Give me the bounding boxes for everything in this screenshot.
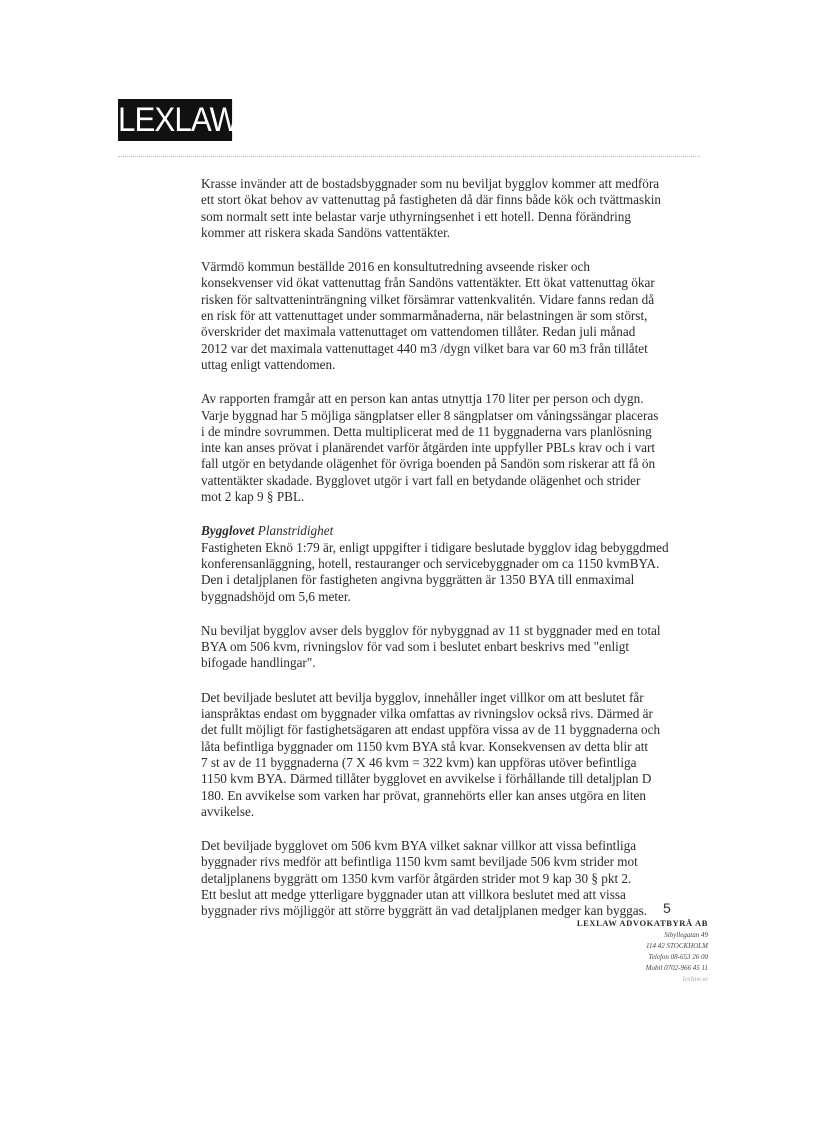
text-line: 2012 var det maximala vattenuttaget 440 m3 /dygn vilket bara var 60 m3 från tillåtet: [201, 340, 648, 356]
text-line: överskrider det maximala vattenuttaget om vattendomen tillåter. Redan juli månad: [201, 324, 636, 340]
text-line: det fullt möjligt för fastighetsägaren att endast uppföra vissa av de 11 byggnaderna och: [201, 722, 661, 738]
footer-firm-name: LEXLAW ADVOKATBYRÅ AB: [576, 918, 708, 928]
text-line: Det beviljade bygglovet om 506 kvm BYA vilket saknar villkor att vissa befintliga: [201, 838, 637, 854]
text-line: byggnader rivs medför att befintliga 1150 kvm samt beviljade 506 kvm strider mot: [201, 854, 638, 870]
text-line: BYA. Den i detaljplanen för fastigheten angivna byggrätten är 1350 BYA till en: [201, 555, 660, 588]
letter-body: [201, 176, 671, 938]
text-line: Av rapporten framgår att en person kan antas utnyttja 170 liter per person och dygn.: [201, 391, 644, 407]
text-line: konsekvenser vid ökat vattenuttag från Sandöns vattentäkter. Ett ökat vattenuttag ökar: [201, 275, 655, 291]
paragraph: [201, 623, 671, 672]
text-line: Det beviljade beslutet att bevilja bygglov, innehåller inget villkor om att beslutet får: [201, 689, 644, 705]
text-line: byggnader rivs möjliggör att större byggrätt än vad detaljplanen medger kan byggas.: [201, 903, 648, 919]
footer-line: Mobil 0702-966 45 11: [645, 964, 708, 972]
text-line: ianspråktas endast om byggnader vilka omfattas av rivningslov också rivs. Därmed är: [201, 706, 653, 722]
text-line: ett stort ökat behov av vattenuttag på fastigheten då där finns både kök och tvättmaskin: [201, 192, 661, 208]
paragraph: [201, 690, 671, 820]
text-line: risken för saltvatteninträngning vilket försämrar vattenkvalitén. Vidare fanns redan då: [201, 291, 655, 307]
section-heading: [201, 523, 671, 539]
text-line: mot 2 kap 9 § PBL.: [201, 489, 305, 505]
text-line: som normalt sett inte belastar varje uthyrningsenhet i ett hotell. Denna förändring: [201, 208, 631, 224]
heading-bold: Bygglovet: [201, 523, 255, 539]
text-line: 1150 kvm BYA. Därmed tillåter bygglovet en avvikelse i förhållande till detaljplan D: [201, 771, 652, 787]
text-line: Värmdö kommun beställde 2016 en konsultutredning avseende risker och: [201, 259, 590, 275]
text-line: en risk för att vattenuttaget under sommarmånaderna, när belastningen är som störst,: [201, 308, 648, 324]
paragraph: [201, 259, 671, 373]
text-line: uttag enligt vattendomen.: [201, 356, 336, 372]
text-line: Nu beviljat bygglov avser dels bygglov för nybyggnad av 11 st byggnader med en total: [201, 622, 661, 638]
text-line: BYA om 506 kvm, rivningslov för vad som i beslutet enbart beskrivs med "enligt: [201, 639, 630, 655]
footer-line: 114 42 STOCKHOLM: [646, 942, 708, 950]
text-line: maximal byggnadshöjd om 5,6 meter.: [201, 572, 635, 604]
text-line: avvikelse.: [201, 803, 255, 819]
text-line: bifogade handlingar".: [201, 655, 316, 671]
footer-line: Telefon 08-653 26 00: [648, 953, 708, 961]
lexlaw-logo: LEXLAW: [118, 101, 239, 139]
text-line: Krasse invänder att de bostadsbyggnader som nu beviljat bygglov kommer att medföra: [201, 176, 660, 191]
text-line: detaljplanens byggrätt om 1350 kvm varför åtgärden strider mot 9 kap 30 § pkt 2.: [201, 870, 632, 886]
text-line: 180. En avvikelse som varken har prövat, grannehörts eller kan anses utgöra en liten: [201, 787, 646, 803]
text-line: kommer att riskera skada Sandöns vattentäkter.: [201, 224, 451, 240]
header-divider: [118, 156, 700, 157]
page-number: 5: [663, 900, 671, 916]
text-line: inte kan anses prövat i planärendet varför åtgärden inte uppfyller PBLs krav och i vart: [201, 440, 656, 456]
text-line: låta befintliga byggnader om 1150 kvm BYA stå kvar. Konsekvensen av detta blir att: [201, 738, 649, 754]
section-planstridighet: [201, 523, 671, 604]
footer-letterhead: [560, 917, 708, 985]
paragraph: [201, 391, 671, 505]
paragraph: [201, 176, 671, 241]
text-line: 7 st av de 11 byggnaderna (7 X 46 kvm = 322 kvm) kan uppföras utöver befintliga: [201, 754, 637, 770]
text-line: med konferensanläggning, hotell, restauranger och servicebyggnader om ca 1150 kvm: [201, 539, 669, 571]
heading-italic: Planstridighet: [257, 523, 334, 539]
text-line: Fastigheten Eknö 1:79 är, enligt uppgifter i tidigare beslutade bygglov idag bebyggd: [201, 539, 646, 555]
footer-line: lexlaw.se: [682, 975, 708, 983]
paragraph: [201, 838, 671, 919]
text-line: Ett beslut att medge ytterligare byggnader utan att villkora beslutet med att vissa: [201, 886, 626, 902]
paragraph: [201, 540, 671, 605]
text-line: i de mindre sovrummen. Detta multiplicerat med de 11 byggnaderna vars planlösning: [201, 423, 652, 439]
text-line: Varje byggnad har 5 möjliga sängplatser eller 8 sängplatser om våningssängar placeras: [201, 407, 659, 423]
footer-line: Sibyllegatan 49: [664, 931, 708, 939]
text-line: vattentäkter skadade. Bygglovet utgör i vart fall en betydande olägenhet och strider: [201, 472, 641, 488]
text-line: fall utgör en betydande olägenhet för övriga boenden på Sandön som riskerar att få ön: [201, 456, 656, 472]
